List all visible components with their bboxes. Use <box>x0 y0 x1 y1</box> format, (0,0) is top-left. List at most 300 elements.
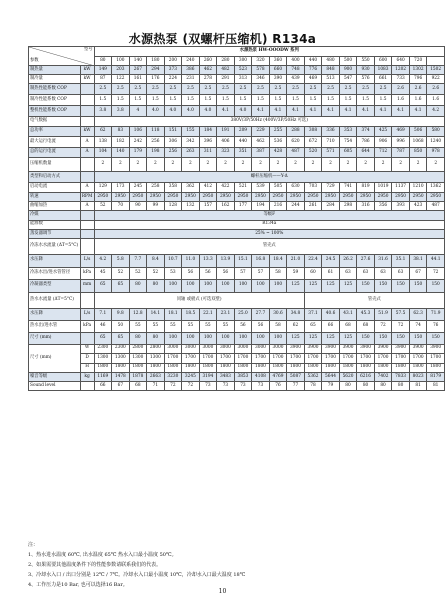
value-cell: 1700 <box>269 354 287 364</box>
value-cell: 1300 <box>129 354 147 364</box>
value-cell: 2.5 <box>164 84 182 95</box>
row-label: Sound level <box>29 382 81 391</box>
value-cell: 2950 <box>304 193 322 202</box>
value-cell: 1800 <box>392 363 410 373</box>
value-cell: 18.1 <box>164 308 182 320</box>
value-cell: 2300 <box>112 344 130 354</box>
value-cell: 1700 <box>322 354 340 364</box>
value-cell: 462 <box>252 137 270 148</box>
value-cell: 179 <box>129 147 147 158</box>
value-cell: 1700 <box>357 354 375 364</box>
value-cell: 439 <box>287 75 305 84</box>
value-cell: 428 <box>269 147 287 158</box>
value-cell: 3.8 <box>94 106 112 117</box>
value-cell: 23.1 <box>217 308 235 320</box>
value-cell: 672 <box>304 137 322 148</box>
value-cell: 1878 <box>129 373 147 382</box>
value-cell: 37.1 <box>304 308 322 320</box>
value-cell: 2.5 <box>147 84 165 95</box>
value-cell: 80 <box>129 332 147 344</box>
value-cell: 2950 <box>269 193 287 202</box>
value-cell: 576 <box>357 75 375 84</box>
value-cell: 2950 <box>164 193 182 202</box>
value-cell: 56 <box>217 267 235 280</box>
model-cell: 180 <box>147 57 165 66</box>
value-cell: 2663 <box>147 373 165 382</box>
value-cell: 2950 <box>409 193 427 202</box>
value-cell: 3000 <box>252 344 270 354</box>
value-cell: 62.3 <box>409 308 427 320</box>
value-cell: 15.1 <box>234 255 252 268</box>
value-cell: 80 <box>374 382 392 391</box>
value-cell: 4.1 <box>287 106 305 117</box>
value-cell: 12.8 <box>129 308 147 320</box>
value-cell: 1800 <box>199 363 217 373</box>
row-unit: kPa <box>80 320 94 332</box>
value-cell: 151 <box>164 126 182 137</box>
value-cell: 3000 <box>182 344 200 354</box>
row-label: 水压降 <box>29 308 81 320</box>
value-cell: 342 <box>182 137 200 148</box>
value-cell: 1700 <box>374 354 392 364</box>
corner-bottom-label: 参数 <box>30 58 39 64</box>
value-cell: 469 <box>392 126 410 137</box>
value-cell: 1700 <box>164 354 182 364</box>
value-cell: 73 <box>199 382 217 391</box>
value-cell: 7833 <box>392 373 410 382</box>
row-label: 能源数 <box>29 220 81 229</box>
model-cell: 400 <box>287 57 305 66</box>
value-cell: 487 <box>427 202 445 211</box>
value-cell: 1300 <box>94 354 112 364</box>
value-cell: 129 <box>94 183 112 193</box>
value-cell: 2.6 <box>392 84 410 95</box>
corner-cell <box>29 47 95 66</box>
value-cell: 77 <box>287 382 305 391</box>
value-cell: 256 <box>164 147 182 158</box>
perf-row <box>29 84 445 95</box>
value-cell: 9.8 <box>112 308 130 320</box>
row-label: 尺寸 (mm) <box>29 332 81 344</box>
value-cell: 46 <box>94 320 112 332</box>
value-cell: 74 <box>409 320 427 332</box>
value-cell: 256 <box>147 137 165 148</box>
value-cell: 2.5 <box>304 84 322 95</box>
refrigerant-row <box>29 211 445 220</box>
cold-row <box>29 267 445 280</box>
value-cell: 55 <box>217 320 235 332</box>
value-cell: 3000 <box>199 344 217 354</box>
value-cell: 2 <box>374 158 392 172</box>
value-cell: 1700 <box>182 354 200 364</box>
value-cell: 5644 <box>322 373 340 382</box>
value-cell: 741 <box>339 183 357 193</box>
value-cell: 61 <box>322 267 340 280</box>
value-cell: 308 <box>304 126 322 137</box>
value-cell: 1.5 <box>322 95 340 106</box>
value-cell: 52 <box>129 267 147 280</box>
row-unit: kPa <box>80 267 94 280</box>
model-cell: 360 <box>269 57 287 66</box>
value-cell: 4.0 <box>199 106 217 117</box>
value-cell: 63 <box>374 267 392 280</box>
row-unit <box>80 117 94 126</box>
value-cell: 55 <box>147 320 165 332</box>
value-cell: 76 <box>269 382 287 391</box>
value-cell: 284 <box>322 202 340 211</box>
model-cell: 600 <box>374 57 392 66</box>
value-cell: 11.0 <box>182 255 200 268</box>
row-unit: RPM <box>80 193 94 202</box>
value-cell: 294 <box>147 66 165 75</box>
row-label: 噪音等级 <box>29 373 81 382</box>
value-cell: 316 <box>357 202 375 211</box>
series-title: 水源热泵 HW-OOODW 系列 <box>94 47 444 57</box>
value-cell: 100 <box>199 280 217 293</box>
start-current-row <box>29 183 445 193</box>
value-cell: 5.8 <box>112 255 130 268</box>
refrigerant-row <box>29 220 445 229</box>
value-cell: 4.0 <box>182 106 200 117</box>
value-cell: 4.1 <box>322 106 340 117</box>
row-label: 制热量 <box>29 66 81 75</box>
value-cell: 56 <box>252 320 270 332</box>
value-cell: 356 <box>374 202 392 211</box>
value-cell: 3.8 <box>112 106 130 117</box>
heater-row <box>29 202 445 211</box>
value-cell: 3245 <box>182 373 200 382</box>
value-cell: 100 <box>234 332 252 344</box>
value-cell: 4.1 <box>357 106 375 117</box>
value-cell: 362 <box>182 183 200 193</box>
row-label: 压缩机数量 <box>29 158 81 172</box>
value-cell: 3900 <box>409 344 427 354</box>
value-cell: 125 <box>322 332 340 344</box>
value-cell: 1700 <box>339 354 357 364</box>
value-cell: 81 <box>409 382 427 391</box>
value-cell: 1300 <box>112 354 130 364</box>
value-cell: 4.1 <box>409 106 427 117</box>
value-cell: 100 <box>234 280 252 293</box>
value-cell: 150 <box>409 280 427 293</box>
perf-row <box>29 95 445 106</box>
value-cell: 786 <box>357 137 375 148</box>
value-cell: 1700 <box>409 354 427 364</box>
value-cell: 55 <box>164 320 182 332</box>
value-cell: 38.1 <box>409 255 427 268</box>
value-cell: 150 <box>392 332 410 344</box>
value-cell: 396 <box>199 137 217 148</box>
value-cell: 198 <box>147 147 165 158</box>
corner-top-label: 型号 <box>83 47 93 52</box>
value-cell: 2950 <box>287 193 305 202</box>
model-cell: 80 <box>94 57 112 66</box>
value-cell: 14.1 <box>147 308 165 320</box>
row-label: 蒸发器调节 <box>29 229 81 238</box>
value-cell: 547 <box>339 75 357 84</box>
value-cell: 2.5 <box>339 84 357 95</box>
value-cell: 2 <box>287 158 305 172</box>
value-cell: 605 <box>339 147 357 158</box>
value-cell: 100 <box>182 332 200 344</box>
value-cell: 100 <box>182 280 200 293</box>
value-cell: 506 <box>409 126 427 137</box>
row-label: 制冷性能系数 COP <box>29 95 81 106</box>
value-cell: 4.0 <box>164 106 182 117</box>
value-cell: 70 <box>112 202 130 211</box>
value-cell: 56 <box>182 267 200 280</box>
value-cell: 1800 <box>217 363 235 373</box>
value-cell: 1800 <box>182 363 200 373</box>
value-cell: 245 <box>129 183 147 193</box>
value-cell: 1800 <box>357 363 375 373</box>
perf-row <box>29 75 445 84</box>
model-cell: 720 <box>409 57 427 66</box>
value-cell: 150 <box>357 280 375 293</box>
value-cell: 358 <box>164 183 182 193</box>
value-cell: 125 <box>287 280 305 293</box>
electric-row <box>29 126 445 137</box>
value-cell: 306 <box>164 137 182 148</box>
value-cell: 150 <box>427 280 445 293</box>
value-cell: 67 <box>112 382 130 391</box>
value-cell: 1800 <box>252 363 270 373</box>
value-cell: 422 <box>217 183 235 193</box>
value-cell: 3000 <box>269 344 287 354</box>
value-cell: 73 <box>252 382 270 391</box>
value-cell: 850 <box>409 147 427 158</box>
value-cell: 1.5 <box>112 95 130 106</box>
span-value: 管壳式 <box>94 239 444 255</box>
value-cell: 60 <box>304 267 322 280</box>
value-cell: 2 <box>409 158 427 172</box>
value-cell: 2950 <box>374 193 392 202</box>
note-2: 2、如果需要其他温度条件下的性能参数请联系我们的代表。 <box>28 562 162 568</box>
value-cell: 906 <box>374 137 392 148</box>
span-value-left: 同轴 或板式 (可选双壁) <box>94 292 304 308</box>
value-cell: 2950 <box>94 193 112 202</box>
value-cell: 2 <box>252 158 270 172</box>
value-cell: 1800 <box>164 363 182 373</box>
value-cell: 150 <box>427 332 445 344</box>
value-cell: 65 <box>94 332 112 344</box>
value-cell: 412 <box>199 183 217 193</box>
value-cell: 73 <box>234 382 252 391</box>
value-cell: 1.5 <box>252 95 270 106</box>
value-cell: 1800 <box>409 363 427 373</box>
value-cell: 244 <box>287 202 305 211</box>
value-cell: 2950 <box>217 193 235 202</box>
value-cell: 1700 <box>304 354 322 364</box>
value-cell: 482 <box>217 66 235 75</box>
value-cell: 22.4 <box>304 255 322 268</box>
value-cell: 55 <box>129 320 147 332</box>
value-cell: 104 <box>94 147 112 158</box>
value-cell: 660 <box>269 66 287 75</box>
value-cell: 748 <box>287 66 305 75</box>
note-3: 3、冷却水入口 / 出口分别是 12℃ / 7℃。冷却水入口最小温度 10℃，冷却水入口最大温度 18℃ <box>28 572 246 578</box>
value-cell: 261 <box>304 202 322 211</box>
row-label: 热水出/进水管 <box>29 320 81 332</box>
value-cell: 267 <box>129 66 147 75</box>
value-cell: 776 <box>304 66 322 75</box>
value-cell: 521 <box>234 183 252 193</box>
value-cell: 2 <box>129 158 147 172</box>
value-cell: 386 <box>182 66 200 75</box>
value-cell: 65 <box>112 280 130 293</box>
value-cell: 1502 <box>427 66 445 75</box>
value-cell: 3853 <box>234 373 252 382</box>
value-cell: 87 <box>94 75 112 84</box>
value-cell: 22.1 <box>199 308 217 320</box>
electric-row <box>29 147 445 158</box>
value-cell: 150 <box>392 280 410 293</box>
value-cell: 787 <box>392 147 410 158</box>
value-cell: 1362 <box>427 183 445 193</box>
value-cell: 523 <box>234 66 252 75</box>
value-cell: 78 <box>304 382 322 391</box>
value-cell: 1800 <box>94 363 112 373</box>
value-cell: 224 <box>164 75 182 84</box>
value-cell: 1202 <box>392 66 410 75</box>
value-cell: 13.3 <box>199 255 217 268</box>
value-cell: 229 <box>252 126 270 137</box>
value-cell: 2 <box>164 158 182 172</box>
model-cell: 480 <box>322 57 340 66</box>
value-cell: 52 <box>147 267 165 280</box>
note-4: 4、工作压力是10 Bar, 也可以选择16 Bar。 <box>28 582 128 588</box>
value-cell: 4.1 <box>252 106 270 117</box>
value-cell: 2 <box>304 158 322 172</box>
value-cell: 644 <box>357 147 375 158</box>
row-unit <box>80 95 94 106</box>
value-cell: 132 <box>182 202 200 211</box>
value-cell: 462 <box>199 66 217 75</box>
value-cell: 63 <box>339 267 357 280</box>
value-cell: 4.1 <box>374 106 392 117</box>
value-cell: 712 <box>374 147 392 158</box>
value-cell: 425 <box>374 126 392 137</box>
value-cell: 125 <box>287 332 305 344</box>
value-cell: 18.4 <box>269 255 287 268</box>
row-label: 整机性能系数 COP <box>29 106 81 117</box>
value-cell: 1.5 <box>147 95 165 106</box>
value-cell: 313 <box>234 75 252 84</box>
row-unit: kW <box>80 126 94 137</box>
value-cell: 7.1 <box>94 308 112 320</box>
value-cell: 57 <box>234 267 252 280</box>
value-cell: 2 <box>234 158 252 172</box>
compressor-row <box>29 158 445 172</box>
value-cell: 73 <box>217 382 235 391</box>
value-cell: 520 <box>304 147 322 158</box>
value-cell: 231 <box>182 75 200 84</box>
model-cell: 300 <box>234 57 252 66</box>
value-cell: 3900 <box>392 344 410 354</box>
value-cell: 72 <box>392 320 410 332</box>
value-cell: 177 <box>234 202 252 211</box>
value-cell: 1800 <box>234 363 252 373</box>
value-cell: 258 <box>147 183 165 193</box>
value-cell: 80 <box>147 280 165 293</box>
row-unit <box>80 158 94 172</box>
hot-row <box>29 308 445 320</box>
dimension-row <box>29 344 445 354</box>
value-cell: 62 <box>287 320 305 332</box>
value-cell: 1.5 <box>304 95 322 106</box>
value-cell: 122 <box>112 75 130 84</box>
value-cell: 930 <box>357 66 375 75</box>
row-unit: A <box>80 183 94 193</box>
value-cell: 80 <box>392 382 410 391</box>
model-cell <box>427 57 445 66</box>
value-cell: 513 <box>322 75 340 84</box>
value-cell: 1800 <box>339 363 357 373</box>
value-cell: 536 <box>269 137 287 148</box>
value-cell: 30.6 <box>269 308 287 320</box>
value-cell: 3900 <box>374 344 392 354</box>
value-cell: 2 <box>269 158 287 172</box>
value-cell: 4.1 <box>304 106 322 117</box>
value-cell: 2.5 <box>374 84 392 95</box>
value-cell: 2.5 <box>269 84 287 95</box>
hot-row <box>29 332 445 344</box>
value-cell: 10.7 <box>164 255 182 268</box>
value-cell: 90 <box>129 202 147 211</box>
value-cell: 2.5 <box>182 84 200 95</box>
row-unit <box>80 172 94 183</box>
value-cell: 125 <box>304 332 322 344</box>
value-cell: 578 <box>252 66 270 75</box>
value-cell: 336 <box>322 126 340 137</box>
value-cell: 71 <box>147 382 165 391</box>
row-label: 曲缩加热 <box>29 202 81 211</box>
row-label: 冷冻水水流量 (ΔT=5°C) <box>29 239 81 255</box>
value-cell: 1068 <box>409 137 427 148</box>
value-cell: 3900 <box>304 344 322 354</box>
value-cell: 66 <box>322 320 340 332</box>
span-value: 380V/3P/50Hz (400V/3P/50Hz 可选) <box>94 117 444 126</box>
value-cell: 125 <box>339 332 357 344</box>
value-cell: 571 <box>322 147 340 158</box>
value-cell: 848 <box>322 66 340 75</box>
value-cell: 353 <box>339 126 357 137</box>
value-cell: 1.6 <box>392 95 410 106</box>
value-cell: 40.6 <box>322 308 340 320</box>
weight-row <box>29 373 445 382</box>
model-cell: 260 <box>199 57 217 66</box>
value-cell: 5362 <box>304 373 322 382</box>
value-cell: 194 <box>252 202 270 211</box>
value-cell: 2.5 <box>129 84 147 95</box>
value-cell: 57 <box>252 267 270 280</box>
row-label: 制热性能系数 COP <box>29 84 81 95</box>
value-cell: 2950 <box>392 193 410 202</box>
value-cell: 1800 <box>322 363 340 373</box>
value-cell: 56 <box>234 320 252 332</box>
perf-row <box>29 106 445 117</box>
model-cell: 140 <box>129 57 147 66</box>
value-cell: 43.1 <box>339 308 357 320</box>
perf-row <box>29 66 445 75</box>
value-cell: 1137 <box>392 183 410 193</box>
value-cell: 7402 <box>374 373 392 382</box>
value-cell: 242 <box>129 137 147 148</box>
value-cell: 80 <box>357 382 375 391</box>
value-cell: 1700 <box>427 354 445 364</box>
value-cell: 387 <box>252 147 270 158</box>
value-cell: 150 <box>374 332 392 344</box>
